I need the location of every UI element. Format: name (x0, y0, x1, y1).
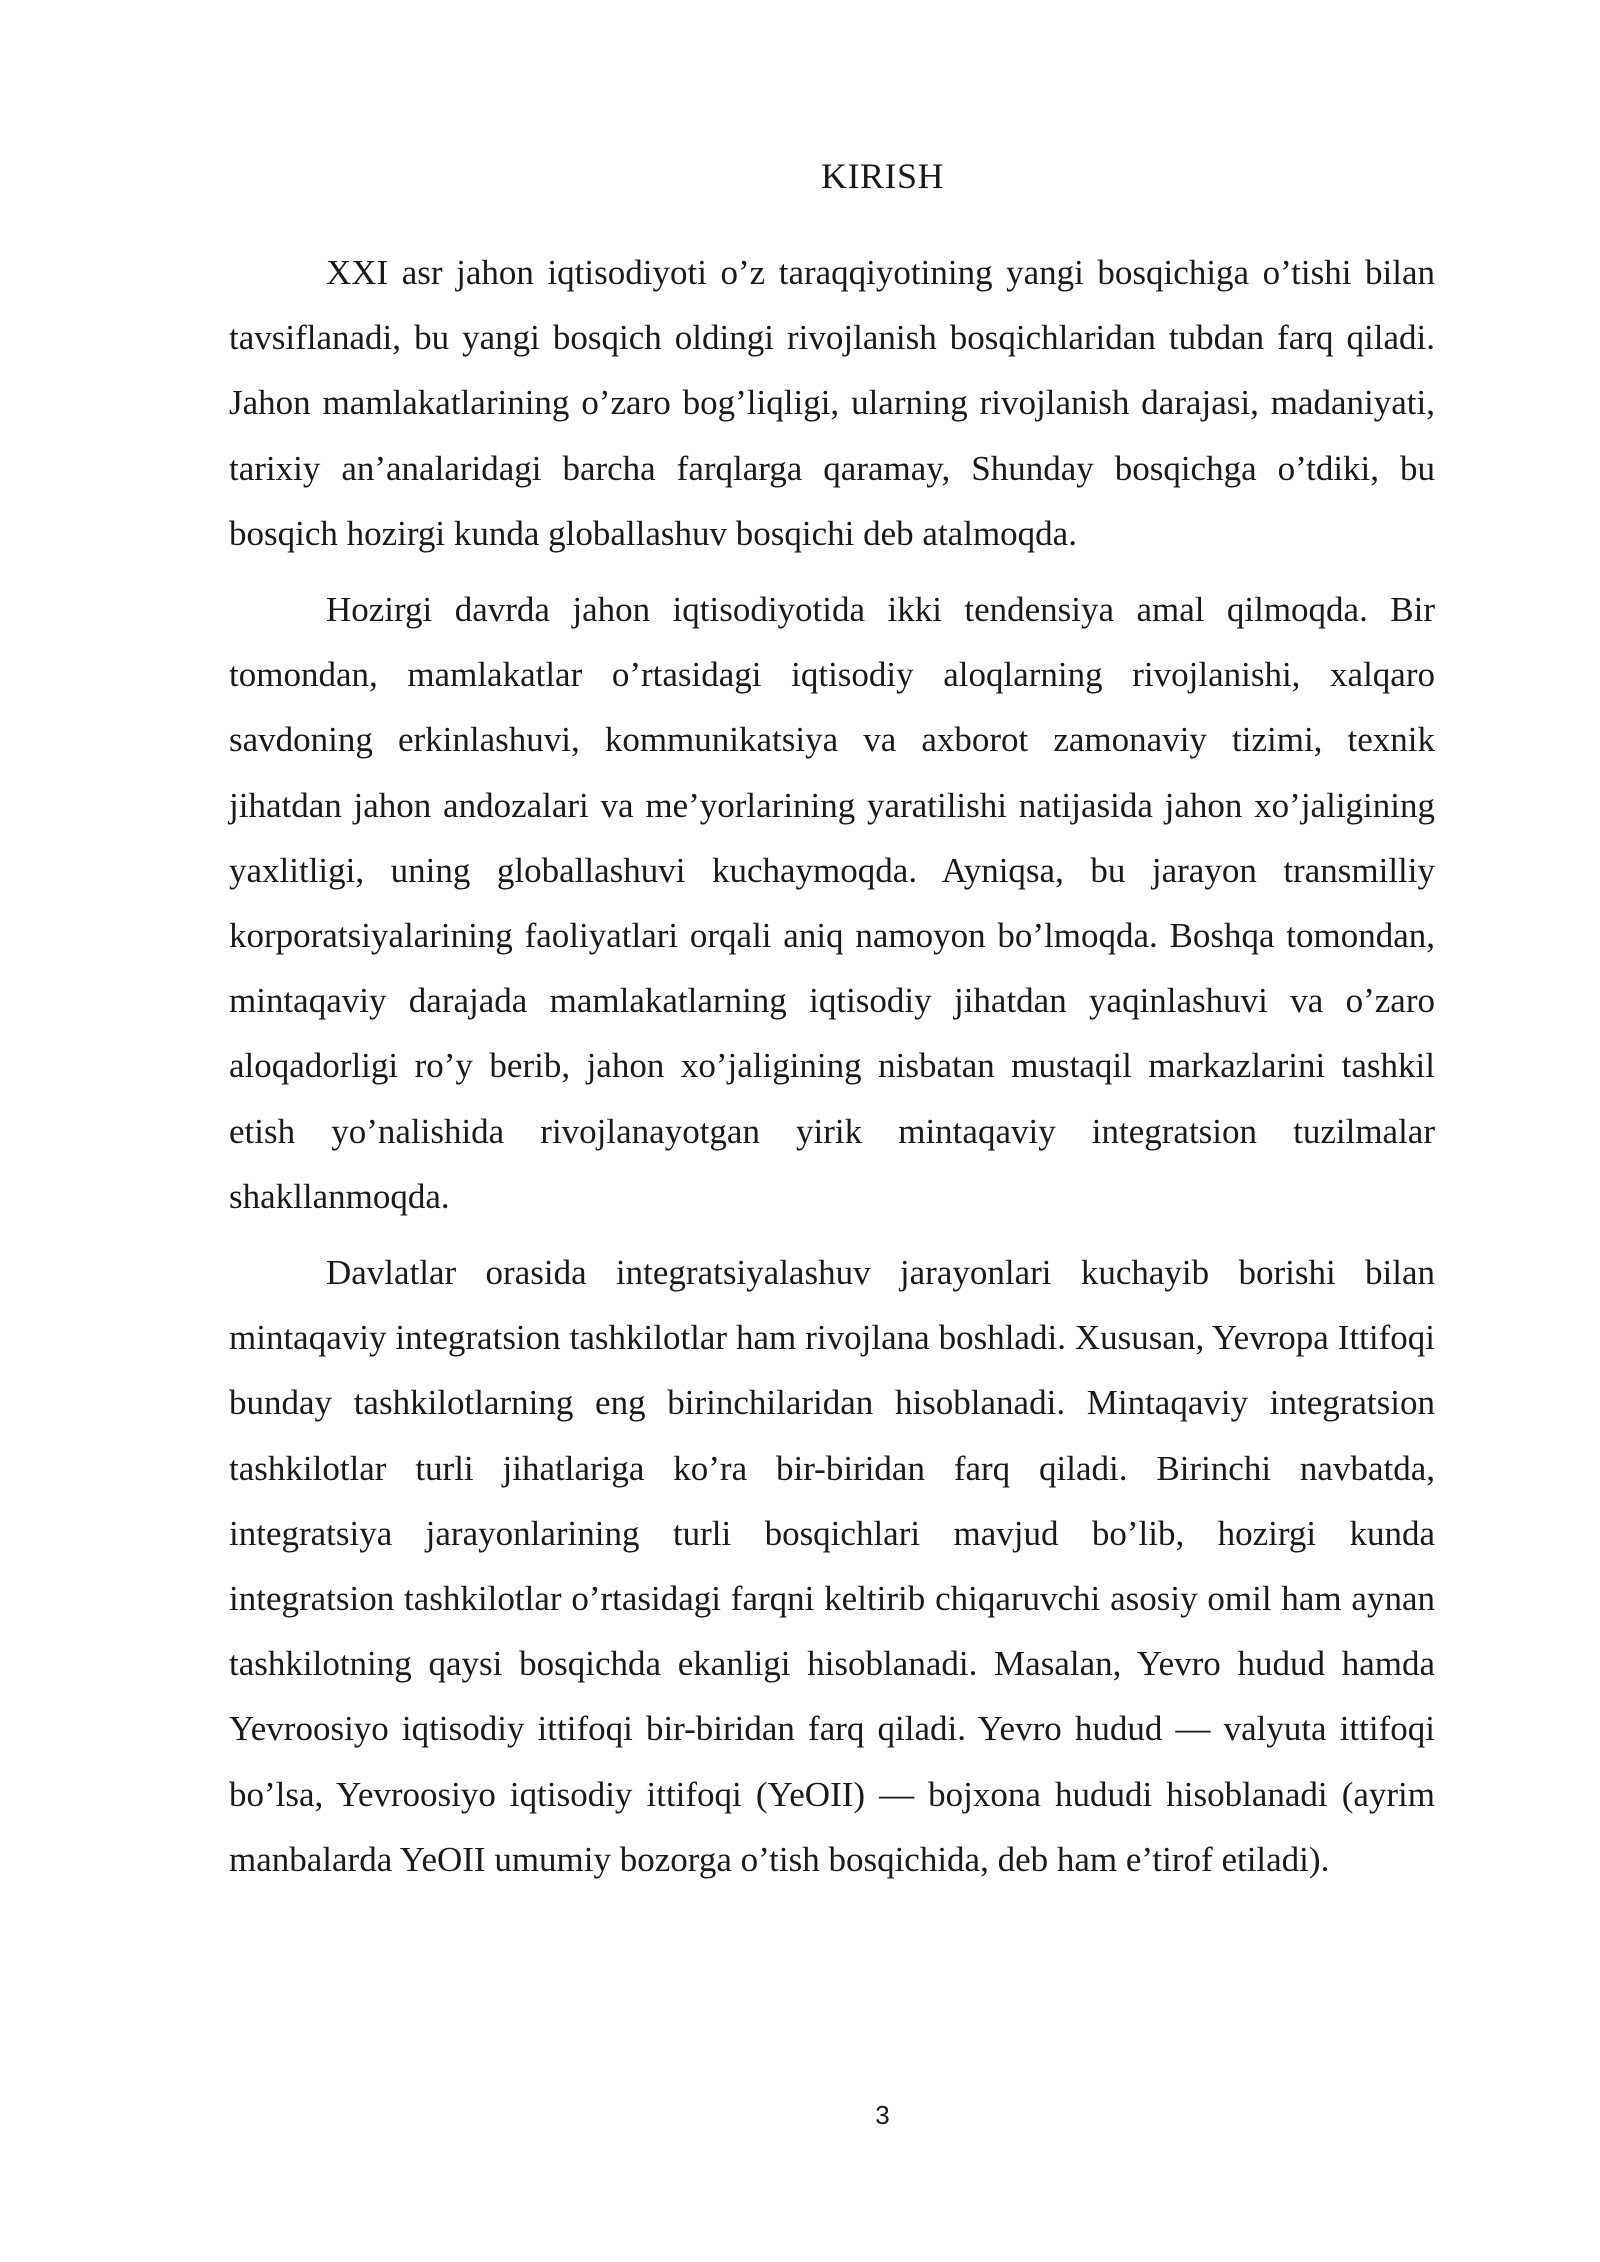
body-text (229, 240, 1435, 1903)
paragraph-1: XXI asr jahon iqtisodiyoti o’z taraqqiyotining yangi bosqichiga o’tishi bilan tavsiflanadi, bu yangi bosqich oldingi rivojlanish bosqichlaridan tubdan farq qiladi. Jahon mamlakatlarining o’zaro bog’liqligi, ularning rivojlanish darajasi, madaniyati, tarixiy an’analaridagi barcha farqlarga qaramay, Shunday bosqichga o’tdiki, bu bosqich hozirgi kunda globallashuv bosqichi deb atalmoqda. (229, 253, 1435, 553)
page-title: KIRISH (820, 156, 944, 196)
paragraph-3: Davlatlar orasida integratsiyalashuv jarayonlari kuchayib borishi bilan mintaqaviy integratsion tashkilotlar ham rivojlana boshladi. Xususan, Yevropa Ittifoqi bunday tashkilotlarning eng birinchilaridan hisoblanadi. Mintaqaviy integratsion tashkilotlar turli jihatlariga ko’ra bir-biridan farq qiladi. Birinchi navbatda, integratsiya jarayonlarining turli bosqichlari mavjud bo’lib, hozirgi kunda integratsion tashkilotlar o’rtasidagi farqni keltirib chiqaruvchi asosiy omil ham aynan tashkilotning qaysi bosqichda ekanligi hisoblanadi. Masalan, Yevro hudud hamda Yevroosiyo iqtisodiy ittifoqi bir-biridan farq qiladi. Yevro hudud — valyuta ittifoqi bo’lsa, Yevroosiyo iqtisodiy ittifoqi (YeOII) — bojxona hududi hisoblanadi (ayrim manbalarda YeOII umumiy bozorga o’tish bosqichida, deb ham e’tirof etiladi). (229, 1253, 1435, 1879)
page-number: 3 (875, 2100, 890, 2130)
paragraph-2: Hozirgi davrda jahon iqtisodiyotida ikki tendensiya amal qilmoqda. Bir tomondan, mamlakatlar o’rtasidagi iqtisodiy aloqlarning rivojlanishi, xalqaro savdoning erkinlashuvi, kommunikatsiya va axborot zamonaviy tizimi, texnik jihatdan jahon andozalari va me’yorlarining yaratilishi natijasida jahon xo’jaligining yaxlitligi, uning globallashuvi kuchaymoqda. Ayniqsa, bu jarayon transmilliy korporatsiyalarining faoliyatlari orqali aniq namoyon bo’lmoqda. Boshqa tomondan, mintaqaviy darajada mamlakatlarning iqtisodiy jihatdan yaqinlashuvi va o’zaro aloqadorligi ro’y berib, jahon xo’jaligining nisbatan mustaqil markazlarini tashkil etish yo’nalishida rivojlanayotgan yirik mintaqaviy integratsion tuzilmalar shakllanmoqda. (229, 590, 1435, 1216)
